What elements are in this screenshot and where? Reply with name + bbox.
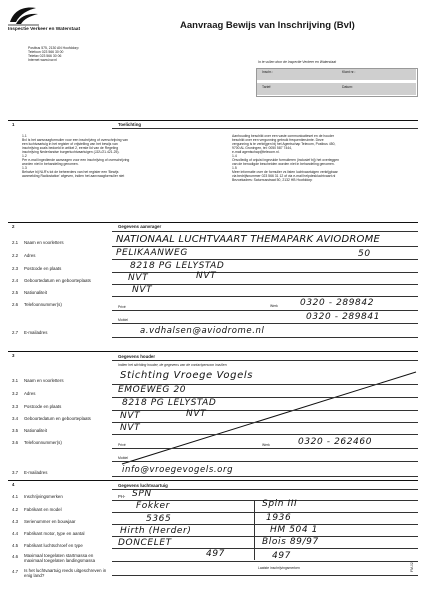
field-label: Telefoonnummer(s) — [24, 302, 62, 307]
row-number: 4.2 — [12, 507, 19, 512]
row-number: 4.1 — [12, 494, 19, 499]
office-label-datum: Datum: — [342, 85, 353, 89]
field-label: Fabrikant motor, type en aantal — [24, 531, 85, 536]
field-label: Adres — [24, 253, 36, 258]
office-use-box — [256, 60, 416, 124]
office-label-klant: Klant nr.: — [342, 70, 356, 74]
row-number: 4.3 — [12, 519, 19, 524]
phone-mobile-label: Mobiel — [118, 456, 128, 460]
row-number: 2.2 — [12, 253, 19, 258]
address-line: Internet www.ivw.nl — [28, 58, 57, 62]
applicant-birthdate-value[interactable]: NVT — [128, 273, 149, 283]
registration-mark-value[interactable]: SPN — [132, 489, 152, 499]
phone-work-label: Werk — [270, 304, 278, 308]
propeller-manufacturer-value[interactable]: DONCELET — [118, 538, 172, 548]
phone-private-label: Privé — [118, 443, 126, 447]
row-number: 3.6 — [12, 440, 19, 445]
applicant-email-value[interactable]: a.vdhalsen@aviodrome.nl — [140, 326, 265, 336]
holder-address-value[interactable]: EMOEWEG 20 — [118, 385, 187, 395]
applicant-house-number[interactable]: 50 — [358, 249, 371, 259]
field-label: Geboortedatum en geboorteplaats — [24, 416, 91, 421]
section-number: 2 — [12, 224, 15, 229]
form-title: Aanvraag Bewijs van Inschrijving (BvI) — [180, 20, 355, 31]
section-number: 3 — [12, 353, 15, 358]
row-number: 4.6 — [12, 554, 19, 559]
phone-work-label: Werk — [262, 443, 270, 447]
section-number: 1 — [12, 122, 15, 127]
field-label: Telefoonnummer(s) — [24, 440, 62, 445]
field-label: Inschrijvingsmerken — [24, 494, 63, 499]
toelichting-left: 1.1 BvI is het aanvraagformulier voor een inschrijving of overschrijving van een luchtvaartuig in het register of vrijstelling van het bewijs van inschrijving zoals bedoeld in artikel 2, eerste lid van de Regeling inschrijving Nederlandse burgerluchtvaartuigen (JZ/L/21.421.25). 1.2 Per e-mail ingediende aanvragen voor een inschrijving of overschrijving worden niet in behandeling genomen. 1.3 Behalve bij NLR's tot de beheerders van het register een 'Bewijs aanmelding Radiostation' afgeven, indien het aanvraagformulier niet — [22, 134, 130, 178]
field-label: E-mailadres — [24, 330, 48, 335]
row-number: 2.7 — [12, 330, 19, 335]
phone-private-label: Privé — [118, 305, 126, 309]
field-label: Naam en voorletters — [24, 240, 64, 245]
model-value[interactable]: Spin III — [262, 499, 298, 509]
field-label: Postcode en plaats — [24, 404, 62, 409]
max-takeoff-mass-value[interactable]: 497 — [206, 549, 225, 559]
holder-phone-work-value[interactable]: 0320 - 262460 — [298, 437, 373, 447]
field-label: Is het luchtvaartuig reeds uitgeschreven in enig land? — [24, 568, 107, 578]
propeller-type-value[interactable]: Blois 89/97 — [262, 537, 319, 547]
field-label: Nationaliteit — [24, 428, 47, 433]
org-name: Inspectie Verkeer en Waterstaat — [8, 27, 81, 32]
build-year-value[interactable]: 1936 — [266, 513, 292, 523]
engine-type-count-value[interactable]: HM 504 1 — [270, 525, 318, 535]
registration-prefix: PH- — [118, 494, 126, 499]
field-label: Serienummer en bouwjaar — [24, 519, 76, 524]
applicant-nationality-value[interactable]: NVT — [132, 285, 153, 295]
row-number: 3.5 — [12, 428, 19, 433]
field-label: Naam en voorletters — [24, 378, 64, 383]
serial-number-value[interactable]: 5365 — [146, 514, 172, 524]
row-number: 3.3 — [12, 404, 19, 409]
holder-name-value[interactable]: Stichting Vroege Vogels — [120, 370, 254, 381]
field-label: Fabrikant luchtschroef en type — [24, 543, 83, 548]
ivw-logo — [6, 4, 40, 26]
row-number: 4.5 — [12, 543, 19, 548]
row-number: 4.7 — [12, 569, 19, 574]
row-number: 2.1 — [12, 240, 19, 245]
engine-manufacturer-value[interactable]: Hirth (Herder) — [120, 526, 192, 536]
manufacturer-value[interactable]: Fokker — [136, 501, 170, 511]
field-label: Postcode en plaats — [24, 266, 62, 271]
field-label: E-mailadres — [24, 470, 48, 475]
last-registration-label: Laatste inschrijvingsmerken — [258, 566, 300, 570]
houder-intro: Indien het stichting houder, de gegevens van de contactpersoon invullen — [118, 363, 227, 367]
section-number: 4 — [12, 482, 15, 487]
applicant-postcode-value[interactable]: 8218 PG LELYSTAD — [130, 261, 225, 271]
section-title-aanvrager: Gegevens aanvrager — [118, 224, 162, 229]
office-box-heading: In te vullen door de Inspectie Verkeer en Waterstaat — [258, 60, 337, 64]
field-label: Nationaliteit — [24, 290, 47, 295]
row-number: 3.1 — [12, 378, 19, 383]
holder-nationality-value[interactable]: NVT — [120, 423, 141, 433]
phone-mobile-label: Mobiel — [118, 318, 128, 322]
row-number: 4.4 — [12, 531, 19, 536]
field-label: Fabrikant en model — [24, 507, 62, 512]
section-title-toelichting: Toelichting — [118, 122, 142, 127]
row-number: 2.5 — [12, 290, 19, 295]
section-title-houder: Gegevens houder — [118, 354, 156, 359]
row-number: 2.4 — [12, 278, 19, 283]
field-label: Adres — [24, 391, 36, 396]
toelichting-right: Aanhouding beschikt over een vaste communicatieset en de houder beschikt over een vergunning gebruik frequentieruimte. Deze vergunning is te verkrijgen bij het Agentschap Telecom, Postbus 450, 9700 AL Groningen, tel: 0050 587 7444, e-mail agentschap@telecom.nl. 1.4 Onvolledig of onjuist ingevulde formulieren (inclusief bij) het overleggen van de benodigde bescheiden worden niet in behandeling genomen. 1.5 Meer informatie over de formulier vs listen luchtvaartuigen verkrijgbaar via bedrijfsnummer 023 566 31 12 of via e-mail helpdeskluchtvaart.nl Bezoekadres: Saturnusstraat 50, 2132 HB Hoofddorp — [232, 134, 340, 182]
applicant-phone-work-value[interactable]: 0320 - 289842 — [300, 298, 375, 308]
office-label-inschr: Inschr.: — [262, 70, 273, 74]
address-line: Postbus 575, 2130 AN Hoofddorp — [28, 46, 79, 50]
applicant-address-value[interactable]: PELIKAANWEG — [116, 248, 188, 258]
max-landing-mass-value[interactable]: 497 — [272, 551, 291, 561]
holder-postcode-value[interactable]: 8218 PG LELYSTAD — [122, 398, 217, 408]
applicant-name-value[interactable]: NATIONAAL LUCHTVAART THEMAPARK AVIODROME — [116, 234, 380, 245]
holder-birthdate-value[interactable]: NVT — [120, 411, 141, 421]
form-code: FM-02 — [410, 562, 414, 572]
address-block — [28, 46, 79, 62]
field-label: Maximaal toegelaten startmassa en maximaal toegelaten landingsmassa — [24, 553, 96, 563]
row-number: 2.3 — [12, 266, 19, 271]
office-label-tarief: Tarief: — [262, 85, 272, 89]
row-number: 3.2 — [12, 391, 19, 396]
applicant-phone-mobile-value[interactable]: 0320 - 289841 — [306, 312, 381, 322]
applicant-birthplace-value[interactable]: NVT — [196, 271, 217, 281]
row-number: 3.4 — [12, 416, 19, 421]
row-number: 3.7 — [12, 470, 19, 475]
row-number: 2.6 — [12, 302, 19, 307]
holder-email-value[interactable]: info@vroegevogels.org — [122, 465, 234, 475]
section-title-luchtvaartuig: Gegevens luchtvaartuig — [118, 483, 168, 488]
address-line: Telefoon 023 566 30 00 — [28, 50, 64, 54]
holder-birthplace-value[interactable]: NVT — [186, 409, 207, 419]
address-line: Telefax 023 566 30 06 — [28, 54, 62, 58]
strike-through-line — [120, 368, 420, 468]
field-label: Geboortedatum en geboorteplaats — [24, 278, 91, 283]
